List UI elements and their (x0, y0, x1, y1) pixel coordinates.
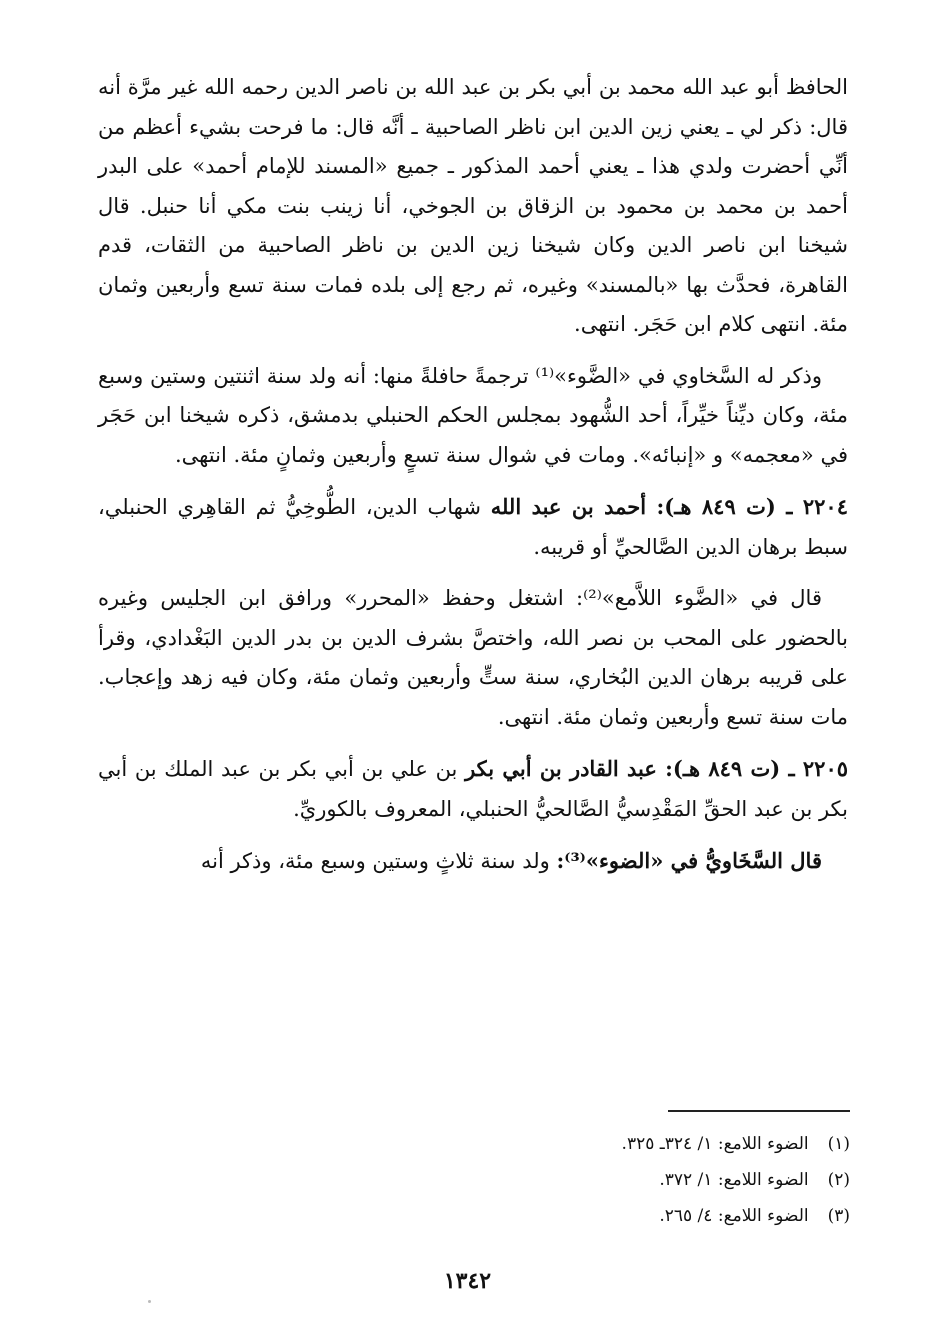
entry-2205 (98, 749, 848, 829)
paragraph-text: الحافظ أبو عبد الله محمد بن أبي بكر بن عبد الله بن ناصر الدين رحمه الله غير مرَّة أنه قال: ذكر لي ـ يعني زين الدين ابن ناظر الصاحبية ـ أنَّه قال: ما فرحت بشيء أعظم من أنِّي أحضرت ولدي هذا ـ يعني أحمد المذكور ـ جميع «المسند للإمام أحمد» على البدر أحمد بن محمد بن محمود بن الزقاق بن الجوخي، أنا زينب بنت مكي أنا حنبل. قال شيخنا ابن ناصر الدين وكان شيخنا زين الدين بن ناظر الصاحبية من الثقات، قدم القاهرة، فحدَّث بها «بالمسند» وغيره، ثم رجع إلى بلده فمات سنة تسع وأربعين وثمان مئة. انتهى كلام ابن حَجَر. انتهى. (98, 75, 848, 336)
main-text (98, 68, 848, 894)
entry-text: ولد سنة ثلاثٍ وستين وسبع مئة، وذكر أنه (200, 849, 557, 873)
scan-speck (148, 1300, 151, 1303)
footnotes (400, 1126, 850, 1234)
entry-heading: ٢٢٠٥ ـ (ت ٨٤٩ هـ): عبد القادر بن أبي بكر (465, 756, 849, 781)
entry-heading: قال السَّخَاويُّ في «الضوء»⁽³⁾: (556, 848, 822, 873)
footnote-item (400, 1198, 850, 1234)
page-number: ١٣٤٢ (443, 1268, 492, 1294)
footnote-number: (١) (827, 1134, 850, 1154)
paragraph-continuation (98, 68, 848, 345)
entry-heading: ٢٢٠٤ ـ (ت ٨٤٩ هـ): أحمد بن عبد الله (490, 494, 848, 519)
paragraph-text: قال في «الضَّوء اللاَّمع»⁽²⁾: اشتغل وحفظ «المحرر» ورافق ابن الجليس وغيره بالحضور على المحب بن نصر الله، واختصَّ بشرف الدين بن بدر الدين البَغْدادي، وقرأ على قريبه برهان الدين البُخاري، سنة ستٍّ وأربعين وثمان مئة، وكان فيه زهد وإعجاب. مات سنة تسع وأربعين وثمان مئة. انتهى. (98, 586, 848, 729)
entry-text: شهاب الدين، الطُّوخِيُّ ثم القاهِري الحنبلي، سبط برهان الدين الصَّالحيِّ أو قريبه. (98, 495, 848, 559)
entry-2204 (98, 487, 848, 567)
footnote-item (400, 1126, 850, 1162)
paragraph-daw-quote (98, 579, 848, 737)
footnote-number: (٣) (827, 1206, 850, 1226)
footnote-text: الضوء اللامع: ٤/ ٢٦٥. (659, 1206, 809, 1226)
footnote-item (400, 1162, 850, 1198)
entry-text: بن علي بن أبي بكر بن عبد الملك بن أبي بكر بن عبد الحقِّ المَقْدِسيُّ الصَّالحيُّ الحنبلي، المعروف بالكوريِّ. (98, 757, 848, 821)
footnote-text: الضوء اللامع: ١/ ٣٢٤ـ ٣٢٥. (621, 1134, 809, 1154)
paragraph-text: وذكر له السَّخاوي في «الضَّوء»⁽¹⁾ ترجمةً حافلةً منها: أنه ولد سنة اثنتين وستين وسبع مئة، وكان ديِّناً خيِّراً، أحد الشُّهود بمجلس الحكم الحنبلي بدمشق، ذكره شيخنا ابن حَجَر في «معجمه» و «إنبائه». ومات في شوال سنة تسعٍ وأربعين وثمانٍ مئة. انتهى. (98, 363, 848, 467)
paragraph-sakhawi-quote (98, 841, 848, 882)
footnote-number: (٢) (827, 1170, 850, 1190)
paragraph-sakhawi-note (98, 357, 848, 476)
footnote-divider (668, 1110, 850, 1112)
footnote-text: الضوء اللامع: ١/ ٣٧٢. (659, 1170, 809, 1190)
